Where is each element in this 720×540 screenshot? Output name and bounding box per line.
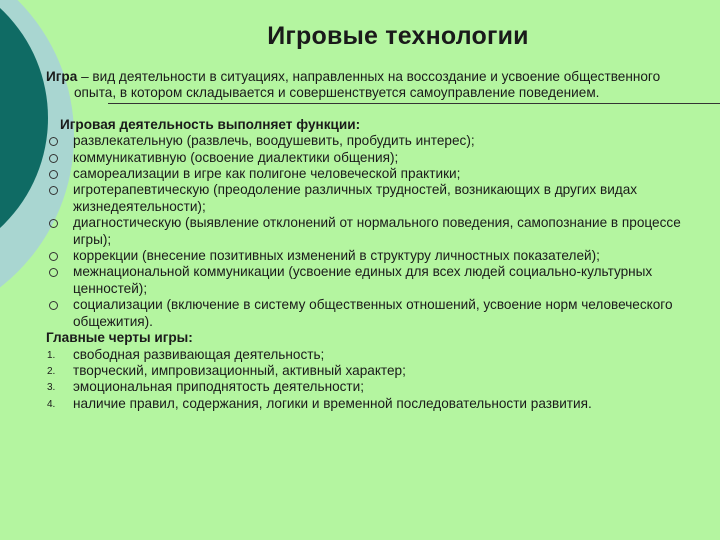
intro-text: – вид деятельности в ситуациях, направленных на воссоздание и усвоение общественного опыта, в котором складывается и совершенствуется самоуправление поведением. — [74, 69, 661, 101]
function-item-text: социализации (включение в систему общественных отношений, усвоение норм человеческого общежития). — [73, 297, 673, 329]
feature-item-text: наличие правил, содержания, логики и временной последовательности развития. — [73, 395, 592, 411]
intro-term: Игра — [46, 69, 78, 84]
feature-item — [46, 396, 696, 412]
bullet-ring-icon — [49, 301, 58, 310]
function-item — [46, 248, 696, 264]
bullet-ring-icon — [49, 268, 58, 277]
feature-item — [46, 347, 696, 363]
function-item-text: межнациональной коммуникации (усвоение единых для всех людей социально-культурных ценностей); — [73, 264, 653, 296]
bullet-ring-icon — [49, 252, 58, 261]
feature-item-text: свободная развивающая деятельность; — [73, 346, 325, 362]
divider-line — [108, 103, 720, 104]
bullet-ring-icon — [49, 186, 58, 195]
feature-item-number: 1. — [47, 349, 56, 361]
function-item — [46, 133, 696, 149]
function-item-text: игротерапевтическую (преодоление различных трудностей, возникающих в других видах жизнедеятельности); — [73, 182, 638, 214]
feature-item-number: 4. — [47, 398, 56, 410]
intro-paragraph — [46, 69, 696, 102]
bullet-ring-icon — [49, 219, 58, 228]
function-item-text: развлекательную (развлечь, воодушевить, пробудить интерес); — [73, 133, 475, 149]
function-item-text: диагностическую (выявление отклонений от нормального поведения, самопознание в процессе игры); — [73, 215, 681, 247]
feature-item-number: 3. — [47, 382, 56, 394]
function-item-text: самореализации в игре как полигоне человеческой практики; — [73, 166, 461, 182]
functions-heading: Игровая деятельность выполняет функции: — [60, 116, 361, 132]
feature-item-text: эмоциональная приподнятость деятельности; — [73, 379, 365, 395]
features-heading: Главные черты игры: — [46, 330, 193, 346]
feature-item-number: 2. — [47, 365, 56, 377]
function-item — [46, 215, 696, 248]
bullet-ring-icon — [49, 137, 58, 146]
feature-item-text: творческий, импровизационный, активный характер; — [73, 362, 406, 378]
functions-list — [46, 133, 696, 330]
feature-item — [46, 379, 696, 395]
function-item — [46, 297, 696, 330]
function-item — [46, 182, 696, 215]
function-item — [46, 166, 696, 182]
function-item-text: коммуникативную (освоение диалектики общения); — [73, 149, 399, 165]
features-list — [46, 347, 696, 413]
bullet-ring-icon — [49, 170, 58, 179]
function-item — [46, 264, 696, 297]
slide-body — [46, 69, 696, 412]
bullet-ring-icon — [49, 154, 58, 163]
function-item-text: коррекции (внесение позитивных изменений в структуру личностных показателей); — [73, 248, 600, 264]
feature-item — [46, 363, 696, 379]
function-item — [46, 150, 696, 166]
slide-title: Игровые технологии — [267, 22, 529, 50]
